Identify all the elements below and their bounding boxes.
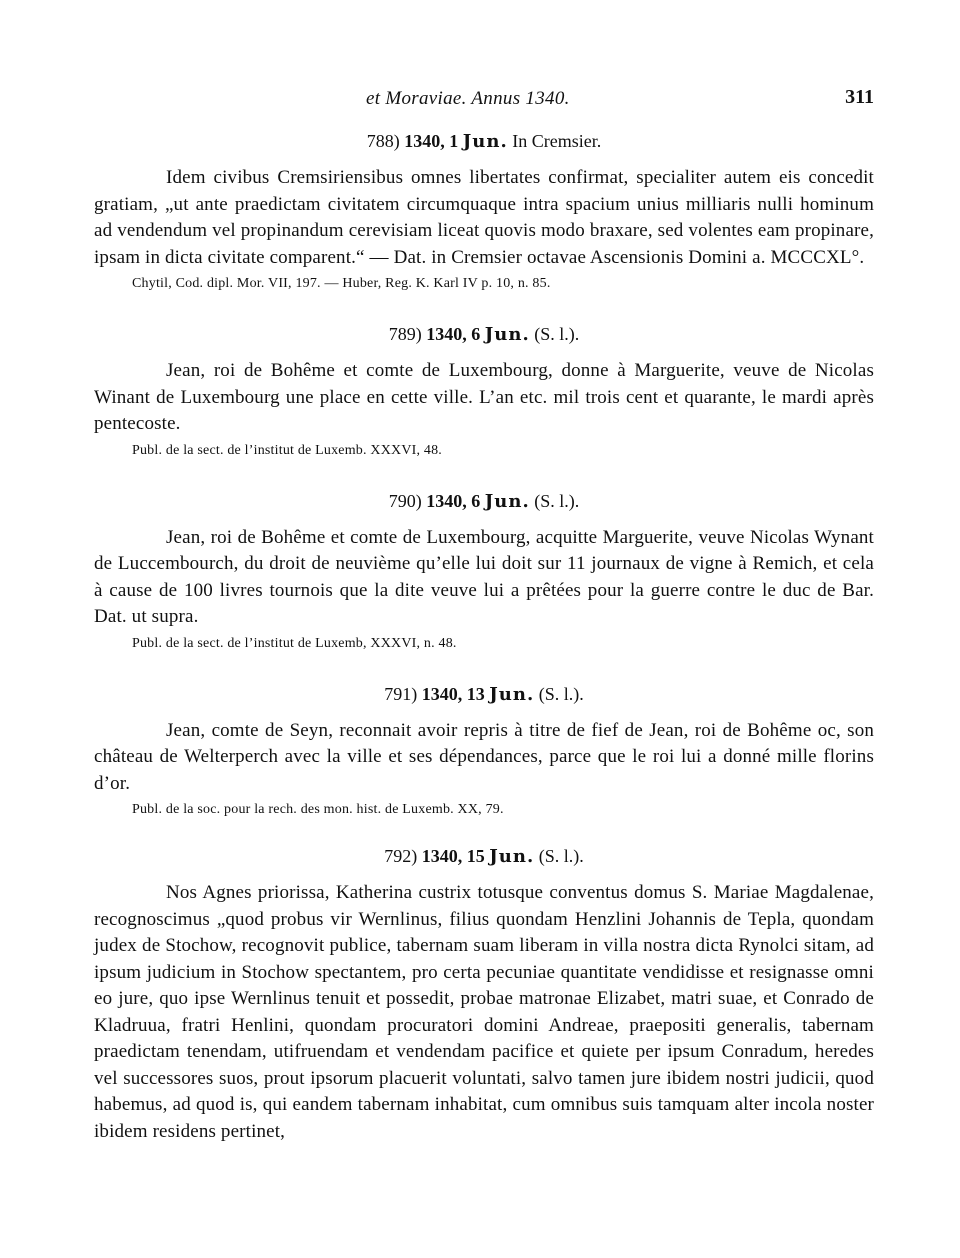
entry-heading — [94, 128, 874, 155]
running-head — [94, 84, 874, 118]
entry-789 — [94, 321, 874, 462]
entry-body: Jean, comte de Seyn, reconnait avoir repris à titre de fief de Jean, roi de Bohême oc, son château de Welterperch avec la ville et ses dépendances, parce que le roi lui a donné mille florins d’or. — [94, 719, 874, 794]
entry-body: Jean, roi de Bohême et comte de Luxembourg, donne à Marguerite, veuve de Nicolas Winant de Luxembourg une place en cette ville. L’an etc. mil trois cent et quarante, le mardi après pentecoste. — [94, 360, 874, 434]
entry-788 — [94, 128, 874, 295]
entry-number: 789) — [388, 324, 422, 344]
entry-body: Jean, roi de Bohême et comte de Luxembourg, acquitte Marguerite, veuve Nicolas Wynant de Luccembourch, du droit de neuvième qu’elle lui doit sur 11 journaux de vigne à Remich, et cela à cause de 100 livres tournois que la dite veuve lui a prêtées pour la guerre contre le duc de Bar. Dat. ut supra. — [94, 526, 874, 627]
entry-source: Chytil, Cod. dipl. Mor. VII, 197. — Huber, Reg. K. Karl IV p. 10, n. 85. — [132, 276, 551, 291]
entry-heading — [94, 681, 874, 708]
entry-date: 1340, 13 — [421, 683, 485, 704]
entry-source: Publ. de la soc. pour la rech. des mon. hist. de Luxemb. XX, 79. — [132, 802, 504, 817]
entry-date: 1340, 6 — [426, 490, 481, 511]
entry-number: 790) — [388, 490, 422, 511]
running-title: et Moraviae. Annus 1340. — [366, 88, 570, 109]
entry-place: (S. l.). — [534, 324, 580, 344]
entry-791 — [94, 681, 874, 822]
entry-month: Jun. — [489, 683, 535, 705]
entry-date: 1340, 1 — [404, 131, 459, 151]
entry-body: Idem civibus Cremsiriensibus omnes libertates confirmat, specialiter autem eis concedit gratiam, „ut ante praedictam civitatem circumquaque intra spacium unius milliaris nulli hominum ad vendendum vel propinandum cerevisiam liceat quovis modo braxare, sed volentes eam propinare, ipsam in dicta civitate comparent.“ — Dat. in Cremsier octavae Ascensionis Domini a. MCCCXL°. — [94, 167, 874, 268]
entry-month: Jun. — [484, 324, 530, 345]
entry-place: (S. l.). — [538, 683, 584, 704]
page-number: 311 — [845, 86, 874, 108]
entry-792 — [94, 843, 874, 1145]
entry-place: In Cremsier. — [512, 131, 602, 151]
entry-number: 788) — [366, 131, 400, 151]
entry-month: Jun. — [484, 490, 530, 512]
entry-source: Publ. de la sect. de l’institut de Luxemb. XXXVI, 48. — [132, 442, 442, 458]
entry-790 — [94, 488, 874, 655]
entry-place: (S. l.). — [534, 490, 580, 511]
entry-number: 791) — [384, 683, 418, 704]
entry-heading — [94, 321, 874, 348]
entry-number: 792) — [384, 846, 418, 866]
entry-date: 1340, 6 — [426, 324, 481, 344]
entry-place: (S. l.). — [538, 846, 584, 866]
entry-heading — [94, 488, 874, 515]
entry-heading — [94, 843, 874, 870]
entry-body: Nos Agnes priorissa, Katherina custrix totusque conventus domus S. Mariae Magdalenae, recognoscimus „quod probus vir Wernlinus, filius quondam Henzlini Johannis de Tepla, quondam judex de Stochow, recognovit publice, tabernam suam liberam in villa nostra dicta Rynolci sitam, ad ipsum judicium in Stochow spectantem, pro certa pecuniae quantitate vendidisse et resignasse omni eo jure, quo ipse Wernlinus tenuit et possedit, probae matronae Elizabet, matri suae, et Conrado de Kladruua, fratri Henlini, quondam procuratori domini Andreae, praepositi generalis, tabernam praedictam tenendam, utifruendam et vendendam pacifice et quiete per ipsum Conradum, heredes vel successores suos, prout ipsorum placuerit voluntati, salvo tamen jure ibidem nostri judicii, quod habemus, ad quod is, qui eandem tabernam inhabitat, cum omnibus suis tamquam alter incola noster ibidem residens pertinet, — [94, 882, 874, 1142]
entry-date: 1340, 15 — [421, 846, 485, 866]
entry-month: Jun. — [462, 131, 508, 152]
entry-source: Publ. de la sect. de l’institut de Luxemb, XXXVI, n. 48. — [132, 635, 457, 651]
document-page — [94, 84, 874, 1145]
entry-month: Jun. — [489, 846, 535, 867]
